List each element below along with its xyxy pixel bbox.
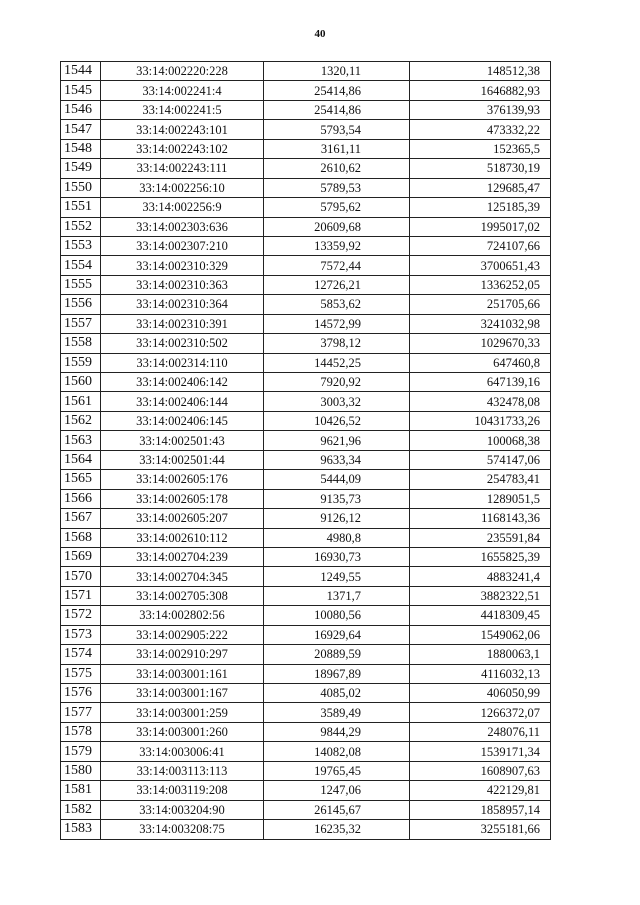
cadastral-number-cell: 33:14:002605:207 bbox=[101, 509, 264, 528]
area-cell: 9633,34 bbox=[264, 450, 410, 469]
area-cell: 1249,55 bbox=[264, 567, 410, 586]
cadastral-number-cell: 33:14:002241:5 bbox=[101, 100, 264, 119]
area-cell: 13359,92 bbox=[264, 236, 410, 255]
table-row bbox=[61, 684, 551, 703]
table-row bbox=[61, 392, 551, 411]
area-cell: 1371,7 bbox=[264, 586, 410, 605]
cadastral-number-cell: 33:14:002802:56 bbox=[101, 606, 264, 625]
table-row bbox=[61, 100, 551, 119]
value-cell: 422129,81 bbox=[410, 781, 551, 800]
area-cell: 9135,73 bbox=[264, 489, 410, 508]
table-row bbox=[61, 781, 551, 800]
cadastral-number-cell: 33:14:002303:636 bbox=[101, 217, 264, 236]
row-number-cell: 1553 bbox=[61, 236, 101, 255]
cadastral-number-cell: 33:14:003113:113 bbox=[101, 761, 264, 780]
row-number-cell: 1573 bbox=[61, 625, 101, 644]
area-cell: 9844,29 bbox=[264, 722, 410, 741]
row-number-cell: 1554 bbox=[61, 256, 101, 275]
row-number-cell: 1572 bbox=[61, 606, 101, 625]
value-cell: 1858957,14 bbox=[410, 800, 551, 819]
table-row bbox=[61, 120, 551, 139]
cadastral-number-cell: 33:14:002310:329 bbox=[101, 256, 264, 275]
value-cell: 1539171,34 bbox=[410, 742, 551, 761]
area-cell: 3798,12 bbox=[264, 334, 410, 353]
table-row bbox=[61, 547, 551, 566]
row-number-cell: 1571 bbox=[61, 586, 101, 605]
row-number-cell: 1564 bbox=[61, 450, 101, 469]
value-cell: 1880063,1 bbox=[410, 645, 551, 664]
table-row bbox=[61, 528, 551, 547]
row-number-cell: 1582 bbox=[61, 800, 101, 819]
value-cell: 125185,39 bbox=[410, 198, 551, 217]
table-row bbox=[61, 625, 551, 644]
table-row bbox=[61, 742, 551, 761]
table-row bbox=[61, 761, 551, 780]
table-row bbox=[61, 256, 551, 275]
row-number-cell: 1575 bbox=[61, 664, 101, 683]
row-number-cell: 1560 bbox=[61, 373, 101, 392]
value-cell: 100068,38 bbox=[410, 431, 551, 450]
row-number-cell: 1570 bbox=[61, 567, 101, 586]
table-row bbox=[61, 509, 551, 528]
row-number-cell: 1561 bbox=[61, 392, 101, 411]
value-cell: 376139,93 bbox=[410, 100, 551, 119]
value-cell: 4116032,13 bbox=[410, 664, 551, 683]
row-number-cell: 1549 bbox=[61, 159, 101, 178]
table-row bbox=[61, 62, 551, 81]
row-number-cell: 1559 bbox=[61, 353, 101, 372]
table-row bbox=[61, 217, 551, 236]
table-row bbox=[61, 236, 551, 255]
area-cell: 5795,62 bbox=[264, 198, 410, 217]
value-cell: 518730,19 bbox=[410, 159, 551, 178]
cadastral-number-cell: 33:14:002310:391 bbox=[101, 314, 264, 333]
table-row bbox=[61, 275, 551, 294]
cadastral-number-cell: 33:14:002605:178 bbox=[101, 489, 264, 508]
row-number-cell: 1562 bbox=[61, 411, 101, 430]
table-row bbox=[61, 820, 551, 839]
area-cell: 3003,32 bbox=[264, 392, 410, 411]
value-cell: 248076,11 bbox=[410, 722, 551, 741]
value-cell: 1655825,39 bbox=[410, 547, 551, 566]
area-cell: 16235,32 bbox=[264, 820, 410, 839]
table-row bbox=[61, 470, 551, 489]
area-cell: 12726,21 bbox=[264, 275, 410, 294]
cadastral-number-cell: 33:14:002704:239 bbox=[101, 547, 264, 566]
value-cell: 406050,99 bbox=[410, 684, 551, 703]
table-row bbox=[61, 373, 551, 392]
table-row bbox=[61, 198, 551, 217]
area-cell: 20609,68 bbox=[264, 217, 410, 236]
cadastral-number-cell: 33:14:002610:112 bbox=[101, 528, 264, 547]
cadastral-number-cell: 33:14:002243:102 bbox=[101, 139, 264, 158]
area-cell: 5853,62 bbox=[264, 295, 410, 314]
table-row bbox=[61, 489, 551, 508]
value-cell: 647460,8 bbox=[410, 353, 551, 372]
area-cell: 4085,02 bbox=[264, 684, 410, 703]
row-number-cell: 1567 bbox=[61, 509, 101, 528]
table-row bbox=[61, 722, 551, 741]
cadastral-number-cell: 33:14:002501:44 bbox=[101, 450, 264, 469]
value-cell: 1168143,36 bbox=[410, 509, 551, 528]
cadastral-number-cell: 33:14:003001:161 bbox=[101, 664, 264, 683]
cadastral-number-cell: 33:14:003006:41 bbox=[101, 742, 264, 761]
value-cell: 3241032,98 bbox=[410, 314, 551, 333]
row-number-cell: 1556 bbox=[61, 295, 101, 314]
row-number-cell: 1576 bbox=[61, 684, 101, 703]
row-number-cell: 1547 bbox=[61, 120, 101, 139]
row-number-cell: 1566 bbox=[61, 489, 101, 508]
value-cell: 4418309,45 bbox=[410, 606, 551, 625]
cadastral-number-cell: 33:14:002243:101 bbox=[101, 120, 264, 139]
value-cell: 432478,08 bbox=[410, 392, 551, 411]
area-cell: 7572,44 bbox=[264, 256, 410, 275]
row-number-cell: 1552 bbox=[61, 217, 101, 236]
table-row bbox=[61, 178, 551, 197]
area-cell: 2610,62 bbox=[264, 159, 410, 178]
value-cell: 251705,66 bbox=[410, 295, 551, 314]
table-row bbox=[61, 159, 551, 178]
table-row bbox=[61, 295, 551, 314]
table-row bbox=[61, 81, 551, 100]
table-row bbox=[61, 567, 551, 586]
cadastral-number-cell: 33:14:002243:111 bbox=[101, 159, 264, 178]
table-row bbox=[61, 586, 551, 605]
row-number-cell: 1558 bbox=[61, 334, 101, 353]
cadastral-number-cell: 33:14:002406:144 bbox=[101, 392, 264, 411]
cadastral-number-cell: 33:14:003001:259 bbox=[101, 703, 264, 722]
area-cell: 26145,67 bbox=[264, 800, 410, 819]
cadastral-number-cell: 33:14:003001:260 bbox=[101, 722, 264, 741]
row-number-cell: 1583 bbox=[61, 820, 101, 839]
table-row bbox=[61, 645, 551, 664]
value-cell: 3882322,51 bbox=[410, 586, 551, 605]
row-number-cell: 1550 bbox=[61, 178, 101, 197]
cadastral-number-cell: 33:14:002314:110 bbox=[101, 353, 264, 372]
row-number-cell: 1577 bbox=[61, 703, 101, 722]
cadastral-number-cell: 33:14:002256:10 bbox=[101, 178, 264, 197]
row-number-cell: 1579 bbox=[61, 742, 101, 761]
area-cell: 1320,11 bbox=[264, 62, 410, 81]
area-cell: 3589,49 bbox=[264, 703, 410, 722]
cadastral-number-cell: 33:14:003208:75 bbox=[101, 820, 264, 839]
cadastral-number-cell: 33:14:002310:364 bbox=[101, 295, 264, 314]
area-cell: 10080,56 bbox=[264, 606, 410, 625]
value-cell: 1029670,33 bbox=[410, 334, 551, 353]
table-row bbox=[61, 334, 551, 353]
row-number-cell: 1568 bbox=[61, 528, 101, 547]
value-cell: 1336252,05 bbox=[410, 275, 551, 294]
row-number-cell: 1581 bbox=[61, 781, 101, 800]
cadastral-number-cell: 33:14:002705:308 bbox=[101, 586, 264, 605]
cadastral-number-cell: 33:14:002704:345 bbox=[101, 567, 264, 586]
cadastral-number-cell: 33:14:002241:4 bbox=[101, 81, 264, 100]
row-number-cell: 1578 bbox=[61, 722, 101, 741]
row-number-cell: 1569 bbox=[61, 547, 101, 566]
table-body bbox=[61, 62, 551, 840]
table-row bbox=[61, 431, 551, 450]
area-cell: 16930,73 bbox=[264, 547, 410, 566]
row-number-cell: 1563 bbox=[61, 431, 101, 450]
value-cell: 1608907,63 bbox=[410, 761, 551, 780]
area-cell: 25414,86 bbox=[264, 81, 410, 100]
cadastral-number-cell: 33:14:003001:167 bbox=[101, 684, 264, 703]
cadastral-number-cell: 33:14:002406:145 bbox=[101, 411, 264, 430]
table-row bbox=[61, 353, 551, 372]
value-cell: 1549062,06 bbox=[410, 625, 551, 644]
value-cell: 148512,38 bbox=[410, 62, 551, 81]
cadastral-number-cell: 33:14:002905:222 bbox=[101, 625, 264, 644]
area-cell: 9621,96 bbox=[264, 431, 410, 450]
cadastral-table bbox=[60, 61, 551, 840]
area-cell: 5789,53 bbox=[264, 178, 410, 197]
row-number-cell: 1544 bbox=[61, 62, 101, 81]
value-cell: 4883241,4 bbox=[410, 567, 551, 586]
row-number-cell: 1551 bbox=[61, 198, 101, 217]
row-number-cell: 1548 bbox=[61, 139, 101, 158]
area-cell: 14452,25 bbox=[264, 353, 410, 372]
area-cell: 18967,89 bbox=[264, 664, 410, 683]
area-cell: 16929,64 bbox=[264, 625, 410, 644]
value-cell: 1995017,02 bbox=[410, 217, 551, 236]
cadastral-number-cell: 33:14:002220:228 bbox=[101, 62, 264, 81]
table-row bbox=[61, 450, 551, 469]
cadastral-number-cell: 33:14:002310:502 bbox=[101, 334, 264, 353]
table-row bbox=[61, 411, 551, 430]
area-cell: 14082,08 bbox=[264, 742, 410, 761]
value-cell: 3700651,43 bbox=[410, 256, 551, 275]
area-cell: 25414,86 bbox=[264, 100, 410, 119]
value-cell: 10431733,26 bbox=[410, 411, 551, 430]
cadastral-number-cell: 33:14:002406:142 bbox=[101, 373, 264, 392]
area-cell: 4980,8 bbox=[264, 528, 410, 547]
table-row bbox=[61, 800, 551, 819]
value-cell: 647139,16 bbox=[410, 373, 551, 392]
value-cell: 1646882,93 bbox=[410, 81, 551, 100]
cadastral-number-cell: 33:14:003119:208 bbox=[101, 781, 264, 800]
value-cell: 254783,41 bbox=[410, 470, 551, 489]
row-number-cell: 1580 bbox=[61, 761, 101, 780]
area-cell: 5444,09 bbox=[264, 470, 410, 489]
cadastral-number-cell: 33:14:002307:210 bbox=[101, 236, 264, 255]
area-cell: 3161,11 bbox=[264, 139, 410, 158]
cadastral-number-cell: 33:14:003204:90 bbox=[101, 800, 264, 819]
table-row bbox=[61, 606, 551, 625]
table-row bbox=[61, 664, 551, 683]
row-number-cell: 1546 bbox=[61, 100, 101, 119]
table-row bbox=[61, 314, 551, 333]
area-cell: 14572,99 bbox=[264, 314, 410, 333]
value-cell: 1266372,07 bbox=[410, 703, 551, 722]
cadastral-number-cell: 33:14:002501:43 bbox=[101, 431, 264, 450]
area-cell: 19765,45 bbox=[264, 761, 410, 780]
row-number-cell: 1557 bbox=[61, 314, 101, 333]
row-number-cell: 1545 bbox=[61, 81, 101, 100]
page-number: 40 bbox=[314, 28, 326, 40]
value-cell: 3255181,66 bbox=[410, 820, 551, 839]
value-cell: 152365,5 bbox=[410, 139, 551, 158]
cadastral-number-cell: 33:14:002910:297 bbox=[101, 645, 264, 664]
value-cell: 724107,66 bbox=[410, 236, 551, 255]
cadastral-number-cell: 33:14:002310:363 bbox=[101, 275, 264, 294]
value-cell: 1289051,5 bbox=[410, 489, 551, 508]
row-number-cell: 1555 bbox=[61, 275, 101, 294]
area-cell: 10426,52 bbox=[264, 411, 410, 430]
value-cell: 473332,22 bbox=[410, 120, 551, 139]
area-cell: 7920,92 bbox=[264, 373, 410, 392]
area-cell: 5793,54 bbox=[264, 120, 410, 139]
cadastral-number-cell: 33:14:002605:176 bbox=[101, 470, 264, 489]
table-row bbox=[61, 139, 551, 158]
value-cell: 235591,84 bbox=[410, 528, 551, 547]
row-number-cell: 1565 bbox=[61, 470, 101, 489]
row-number-cell: 1574 bbox=[61, 645, 101, 664]
area-cell: 1247,06 bbox=[264, 781, 410, 800]
area-cell: 9126,12 bbox=[264, 509, 410, 528]
table-row bbox=[61, 703, 551, 722]
area-cell: 20889,59 bbox=[264, 645, 410, 664]
value-cell: 129685,47 bbox=[410, 178, 551, 197]
cadastral-number-cell: 33:14:002256:9 bbox=[101, 198, 264, 217]
value-cell: 574147,06 bbox=[410, 450, 551, 469]
